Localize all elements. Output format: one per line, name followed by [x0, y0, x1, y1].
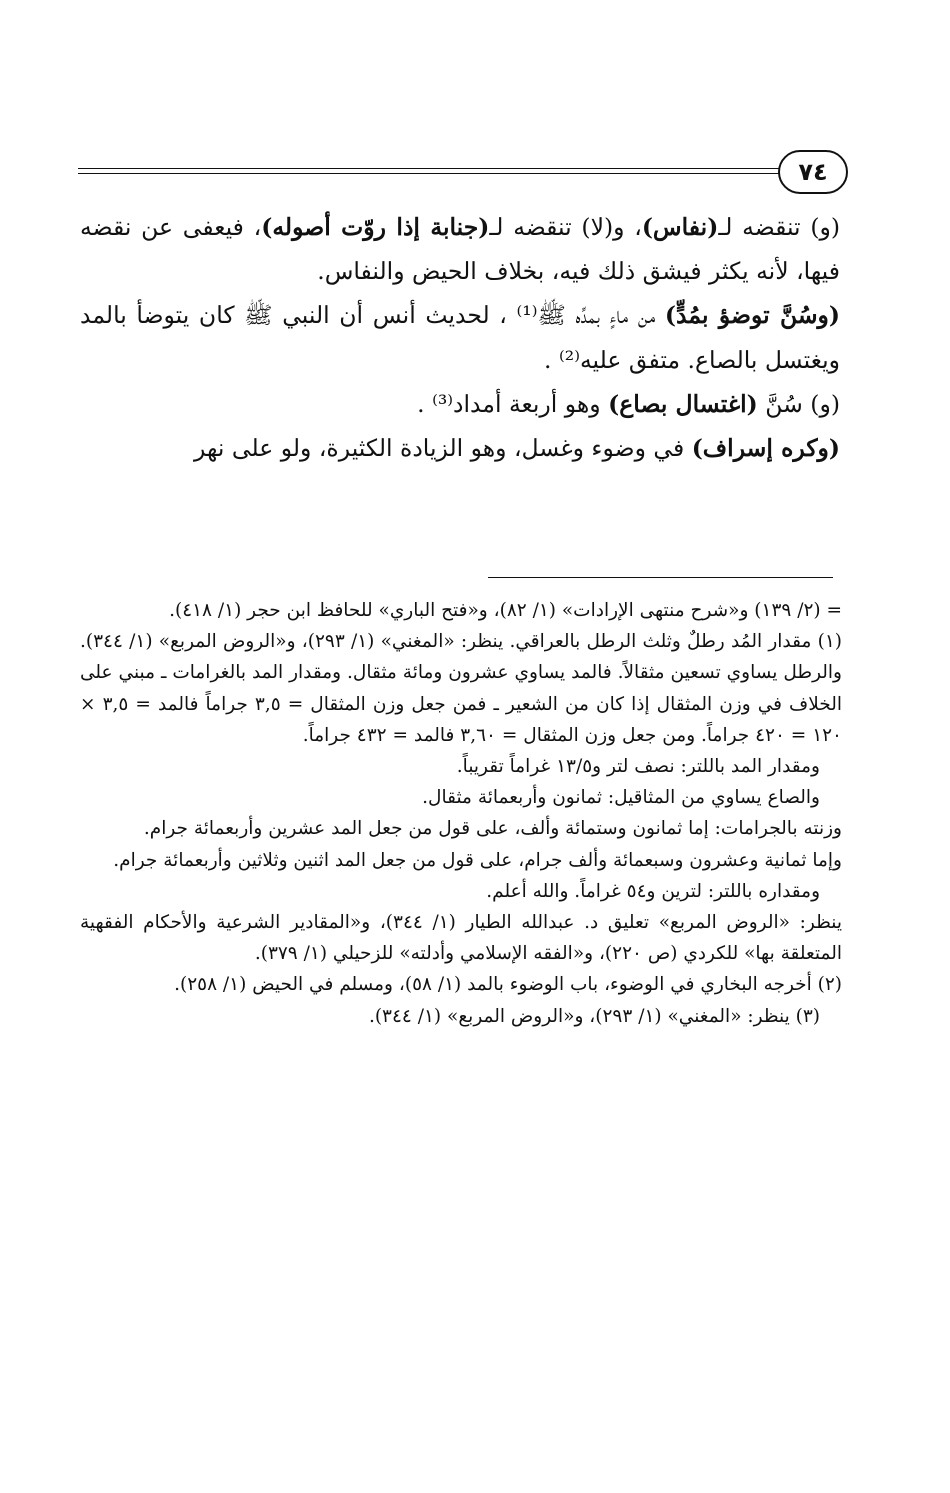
- footnote-1-line-c: وزنته بالجرامات: إما ثمانون وستمائة وألف، على قول من جعل المد عشرين وأربعمائة جرام.: [143, 818, 842, 840]
- p4-post: في وضوء وغسل، وهو الزيادة الكثيرة، ولو على نهر: [194, 434, 692, 463]
- footnote-1-line-e: ومقداره باللتر: لترين و٥٤ غراماً. والله أعلم.: [486, 880, 820, 902]
- paragraph-4: [80, 426, 840, 470]
- footnote-separator: [488, 577, 833, 578]
- header-rule: [78, 168, 790, 174]
- paragraph-1: [80, 205, 840, 293]
- footnote-2: (٢) أخرجه البخاري في الوضوء، باب الوضوء بالمد (١/ ٥٨)، ومسلم في الحيض (١/ ٢٥٨).: [174, 974, 842, 996]
- paragraph-2: [80, 293, 840, 381]
- main-text: [80, 205, 840, 470]
- page-number: ٧٤: [778, 150, 848, 194]
- p1-pre: (و) تنقضه لـ: [718, 213, 841, 241]
- footnote-1-line-d: وإما ثمانية وعشرون وسبعمائة وألف جرام، على قول من جعل المد اثنين وثلاثين وأربعمائة جرام.: [113, 849, 842, 871]
- page-header: [78, 150, 848, 196]
- p3-post: وهو أربعة أمداد⁽³⁾ .: [417, 389, 609, 418]
- p3-pre: (و) سُنَّ: [757, 389, 840, 418]
- p2-bold-1: (وسُنَّ توضؤ بمُدٍّ): [664, 301, 841, 330]
- p1-bold-1: (نفاس): [641, 213, 719, 241]
- p2-post: من ماءٍ بمدِّه ﷺ⁽¹⁾ ، لحديث أنس أن النبي ﷺ كان يتوضأ بالمد ويغتسل بالصاع. متفق عليه⁽²⁾ .: [80, 301, 840, 374]
- footnote-1-line-b: والصاع يساوي من المثاقيل: ثمانون وأربعمائة مثقال.: [422, 787, 820, 809]
- p1-mid: ، و(لا) تنقضه لـ: [489, 213, 642, 241]
- p4-bold-1: (وكره إسراف): [691, 434, 840, 463]
- footnote-1: (١) مقدار المُد رطلٌ وثلث الرطل بالعراقي. ينظر: «المغني» (١/ ٢٩٣)، و«الروض المربع» (١/ ٣٤٤). والرطل يساوي تسعين مثقالاً. فالمد يساوي عشرون ومائة مثقال. ومقدار المد بالغرامات ـ مبني على الخلاف في وزن المثقال إذا كان من الشعير ـ فمن جعل وزن المثقال = ٣,٥ جراماً فالمد = ٣,٥ × ١٢٠ = ٤٢٠ جراماً. ومن جعل وزن المثقال = ٣,٦٠ فالمد = ٤٣٢ جراماً.: [80, 631, 843, 746]
- footnote-1-line-a: ومقدار المد باللتر: نصف لتر و١٣/٥ غراماً تقريباً.: [456, 756, 820, 778]
- footnotes: [80, 595, 842, 1032]
- footnote-3: (٣) ينظر: «المغني» (١/ ٢٩٣)، و«الروض المربع» (١/ ٣٤٤).: [368, 1005, 820, 1027]
- footnote-1-line-f: ينظر: «الروض المربع» تعليق د. عبدالله الطيار (١/ ٣٤٤)، و«المقادير الشرعية والأحكام الفقهية المتعلقة بها» للكردي (ص ٢٢٠)، و«الفقه الإسلامي وأدلته» للزحيلي (١/ ٣٧٩).: [80, 912, 842, 965]
- p1-post: ، فيعفى عن نقضه فيها، لأنه يكثر فيشق ذلك فيه، بخلاف الحيض والنفاس.: [80, 213, 840, 286]
- paragraph-3: [80, 382, 840, 426]
- footnote-continuation: = (٢/ ١٣٩) و«شرح منتهى الإرادات» (١/ ٨٢)، و«فتح الباري» للحافظ ابن حجر (١/ ٤١٨).: [169, 600, 842, 621]
- p3-bold-1: (اغتسال بصاع): [608, 389, 758, 418]
- p1-bold-2: (جنابة إذا روّت أصوله): [261, 213, 490, 241]
